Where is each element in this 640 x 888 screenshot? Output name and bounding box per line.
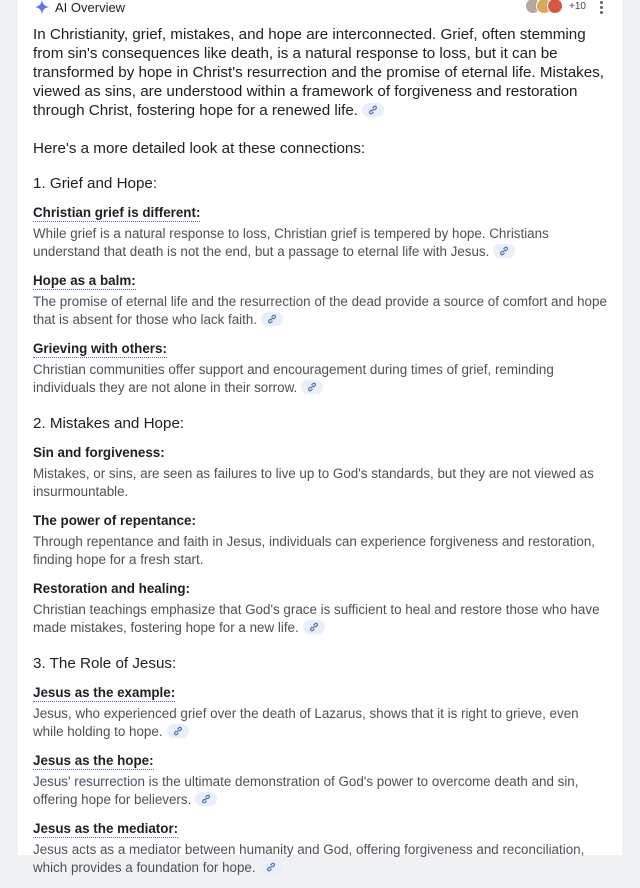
item-body-text: Jesus acts as a mediator between humanity and God, offering forgiveness and reconciliation, which provides a foundation for hope. <box>33 842 585 875</box>
item-heading-text[interactable]: Jesus as the mediator: <box>33 821 179 836</box>
item-heading[interactable] <box>33 684 611 701</box>
list-item <box>33 512 611 568</box>
item-body-text: While grief is a natural response to loss, Christian grief is tempered by hope. Christians understand that death is not the end, but a passage to eternal life with Jesus. <box>33 226 549 259</box>
item-heading: Restoration and healing: <box>33 581 190 596</box>
sparkle-icon <box>34 0 50 15</box>
section-role-of-jesus <box>33 654 611 876</box>
item-body <box>33 841 611 876</box>
list-item <box>33 272 611 328</box>
list-item <box>33 340 611 396</box>
item-body <box>33 225 611 260</box>
link-icon <box>267 314 277 324</box>
section-title: 3. The Role of Jesus: <box>33 655 177 672</box>
link-icon <box>499 246 509 256</box>
item-body-text: The promise of eternal life and the resurrection of the dead provide a source of comfort and hope that is absent for those who lack faith. <box>33 294 607 327</box>
item-body <box>33 601 611 636</box>
item-body: Mistakes, or sins, are seen as failures to live up to God's standards, but they are not viewed as insurmountable. <box>33 466 594 499</box>
item-body <box>33 293 611 328</box>
item-body <box>33 361 611 396</box>
list-item <box>33 684 611 740</box>
source-link-chip[interactable] <box>303 620 325 634</box>
source-link-chip[interactable] <box>261 312 283 326</box>
item-heading-text[interactable]: Jesus as the hope: <box>33 753 154 768</box>
item-heading-text[interactable]: Grieving with others: <box>33 341 167 356</box>
link-icon <box>173 726 183 736</box>
contributor-avatars[interactable] <box>525 0 586 14</box>
item-body <box>33 773 611 808</box>
item-body-text: Jesus' resurrection is the ultimate demonstration of God's power to overcome death and sin, offering hope for believers. <box>33 774 579 807</box>
section-grief-and-hope <box>33 174 611 396</box>
item-body: Through repentance and faith in Jesus, individuals can experience forgiveness and restoration, finding hope for a fresh start. <box>33 534 596 567</box>
ai-overview-header <box>18 0 622 16</box>
more-options-icon[interactable] <box>594 0 608 16</box>
item-heading-text[interactable]: Jesus as the example: <box>33 685 176 700</box>
source-link-chip[interactable] <box>301 380 323 394</box>
section-title: 2. Mistakes and Hope: <box>33 415 185 432</box>
source-link-chip[interactable] <box>167 724 189 738</box>
summary-text: In Christianity, grief, mistakes, and hope are interconnected. Grief, often stemming from sin's consequences like death, is a natural response to loss, but it can be transformed by hope in Christ's resurrection and the promise of eternal life. Mistakes, viewed as sins, are understood within a framework of forgiveness and restoration through Christ, fostering hope for a renewed life. <box>33 26 604 119</box>
lead-text: Here's a more detailed look at these connections: <box>33 140 366 157</box>
source-link-chip[interactable] <box>493 244 515 258</box>
item-heading[interactable] <box>33 340 611 357</box>
item-body-text: Jesus, who experienced grief over the death of Lazarus, shows that it is right to grieve, even while holding to hope. <box>33 706 579 739</box>
link-icon <box>309 622 319 632</box>
item-heading-text[interactable]: Hope as a balm: <box>33 273 136 288</box>
source-link-chip[interactable] <box>260 860 282 874</box>
list-item <box>33 580 611 636</box>
contributors-more-count: +10 <box>569 0 586 12</box>
source-link-chip[interactable] <box>195 792 217 806</box>
ai-overview-card <box>18 0 622 875</box>
item-heading[interactable] <box>33 272 611 289</box>
item-body <box>33 705 611 740</box>
section-mistakes-and-hope <box>33 414 611 636</box>
ai-overview-content <box>33 25 611 888</box>
list-item <box>33 820 611 876</box>
section-title: 1. Grief and Hope: <box>33 175 158 192</box>
avatar <box>547 0 563 14</box>
summary-paragraph <box>33 25 611 120</box>
link-icon <box>266 862 276 872</box>
item-heading[interactable] <box>33 204 611 221</box>
item-heading[interactable] <box>33 820 611 837</box>
ai-overview-title: AI Overview <box>55 0 126 15</box>
source-link-chip[interactable] <box>362 103 384 117</box>
list-item <box>33 444 611 500</box>
list-item <box>33 204 611 260</box>
item-body-text: Christian communities offer support and encouragement during times of grief, reminding individuals they are not alone in their sorrow. <box>33 362 554 395</box>
item-heading-text[interactable]: Christian grief is different: <box>33 205 201 220</box>
link-icon <box>307 382 317 392</box>
link-icon <box>368 105 378 115</box>
item-heading: The power of repentance: <box>33 513 196 528</box>
ai-overview-label <box>34 0 125 17</box>
link-icon <box>201 794 211 804</box>
item-heading: Sin and forgiveness: <box>33 445 165 460</box>
item-body-text: Christian teachings emphasize that God's grace is sufficient to heal and restore those who have made mistakes, fostering hope for a new life. <box>33 602 600 635</box>
list-item <box>33 752 611 808</box>
item-heading[interactable] <box>33 752 611 769</box>
